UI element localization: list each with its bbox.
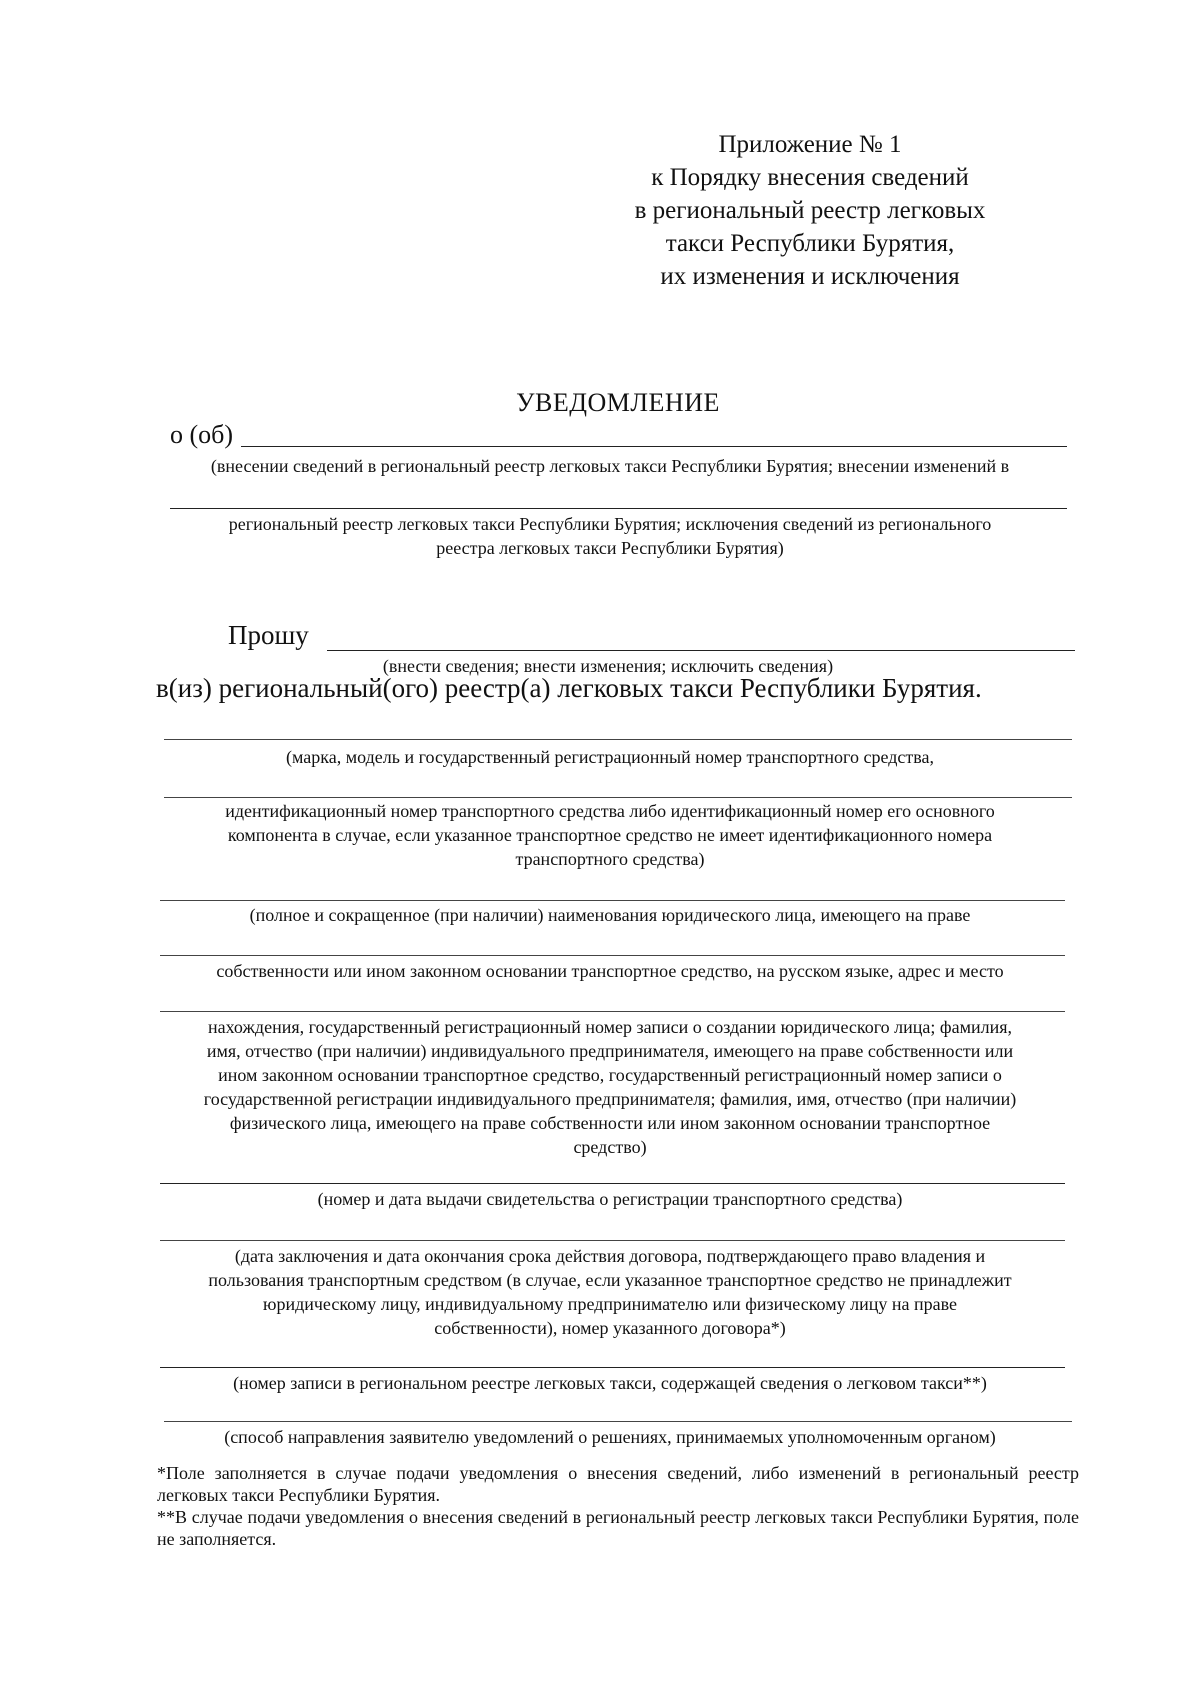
subject-field-line[interactable] bbox=[241, 446, 1067, 447]
contract-caption: юридическому лицу, индивидуальному предпринимателю или физическому лицу на праве bbox=[263, 1294, 957, 1314]
record-caption: (номер записи в региональном реестре легковых такси, содержащей сведения о легковом такси**) bbox=[233, 1373, 987, 1393]
owner-caption-3: ином законном основании транспортное средство, государственный регистрационный номер записи о bbox=[218, 1065, 1002, 1085]
subject-caption-2: региональный реестр легковых такси Республики Бурятия; исключения сведений из регионального bbox=[228, 514, 992, 534]
subject-caption-3: реестра легковых такси Республики Бурятия) bbox=[436, 538, 784, 558]
owner-caption-3: нахождения, государственный регистрационный номер записи о создании юридического лица; фамилия, bbox=[208, 1017, 1012, 1037]
owner-caption-3: средство) bbox=[573, 1137, 647, 1157]
contract-caption: (дата заключения и дата окончания срока действия договора, подтверждающего право владения и bbox=[234, 1246, 986, 1266]
owner-field-line[interactable] bbox=[160, 900, 1065, 901]
contract-field-line[interactable] bbox=[160, 1240, 1065, 1241]
appendix-header bbox=[560, 128, 1060, 293]
subject-field-line-2[interactable] bbox=[170, 508, 1067, 509]
owner-caption: (полное и сокращенное (при наличии) наименования юридического лица, имеющего на праве bbox=[249, 905, 971, 925]
request-field-line[interactable] bbox=[327, 650, 1075, 651]
appendix-line: Приложение № 1 bbox=[718, 131, 902, 158]
footnote-1: *Поле заполняется в случае подачи уведомления о внесения сведений, либо изменений в региональный реестр легковых такси Республики Бурятия. bbox=[157, 1463, 1079, 1505]
vehicle-caption: (марка, модель и государственный регистрационный номер транспортного средства, bbox=[286, 747, 934, 767]
registry-text: в(из) региональный(ого) реестр(а) легковых такси Республики Бурятия. bbox=[156, 673, 982, 703]
subject-caption: (внесении сведений в региональный реестр легковых такси Республики Бурятия; внесении изменений в bbox=[210, 456, 1010, 476]
vehicle-id-caption: транспортного средства) bbox=[515, 849, 705, 869]
owner-caption-3: государственной регистрации индивидуального предпринимателя; фамилия, имя, отчество (при наличии) bbox=[203, 1089, 1017, 1109]
owner-field-line-2[interactable] bbox=[160, 955, 1065, 956]
certificate-caption: (номер и дата выдачи свидетельства о регистрации транспортного средства) bbox=[317, 1189, 903, 1209]
request-prefix: Прошу bbox=[228, 620, 309, 650]
certificate-field-line[interactable] bbox=[160, 1183, 1065, 1184]
owner-caption-2: собственности или ином законном основании транспортное средство, на русском языке, адрес и место bbox=[216, 961, 1004, 981]
vehicle-field-line[interactable] bbox=[164, 739, 1072, 740]
subject-prefix: о (об) bbox=[170, 420, 234, 449]
notify-caption: (способ направления заявителю уведомлений о решениях, принимаемых уполномоченным органом) bbox=[224, 1427, 996, 1447]
owner-caption-3: физического лица, имеющего на праве собственности или ином законном основании транспортное bbox=[229, 1113, 991, 1133]
footnotes bbox=[157, 1462, 1079, 1550]
appendix-line: их изменения и исключения bbox=[660, 263, 960, 290]
contract-caption: пользования транспортным средством (в случае, если указанное транспортное средство не принадлежит bbox=[208, 1270, 1012, 1290]
owner-caption-3: имя, отчество (при наличии) индивидуального предпринимателя, имеющего на праве собственности или bbox=[206, 1041, 1014, 1061]
contract-caption: собственности), номер указанного договора*) bbox=[434, 1318, 786, 1338]
appendix-line: к Порядку внесения сведений bbox=[651, 164, 969, 191]
owner-field-line-3[interactable] bbox=[160, 1011, 1065, 1012]
vehicle-id-caption: идентификационный номер транспортного средства либо идентификационный номер его основного bbox=[225, 801, 995, 821]
footnote-2: **В случае подачи уведомления о внесения сведений в региональный реестр легковых такси Республики Бурятия, поле не заполняется. bbox=[157, 1507, 1079, 1549]
record-field-line[interactable] bbox=[160, 1367, 1065, 1368]
appendix-line: такси Республики Бурятия, bbox=[665, 230, 955, 257]
vehicle-id-field-line[interactable] bbox=[164, 797, 1072, 798]
request-caption: (внести сведения; внести изменения; исключить сведения) bbox=[382, 656, 834, 676]
notify-field-line[interactable] bbox=[164, 1421, 1072, 1422]
appendix-line: в региональный реестр легковых bbox=[634, 197, 986, 224]
vehicle-id-caption: компонента в случае, если указанное транспортное средство не имеет идентификационного номера bbox=[227, 825, 993, 845]
document-title: УВЕДОМЛЕНИЕ bbox=[516, 388, 720, 417]
